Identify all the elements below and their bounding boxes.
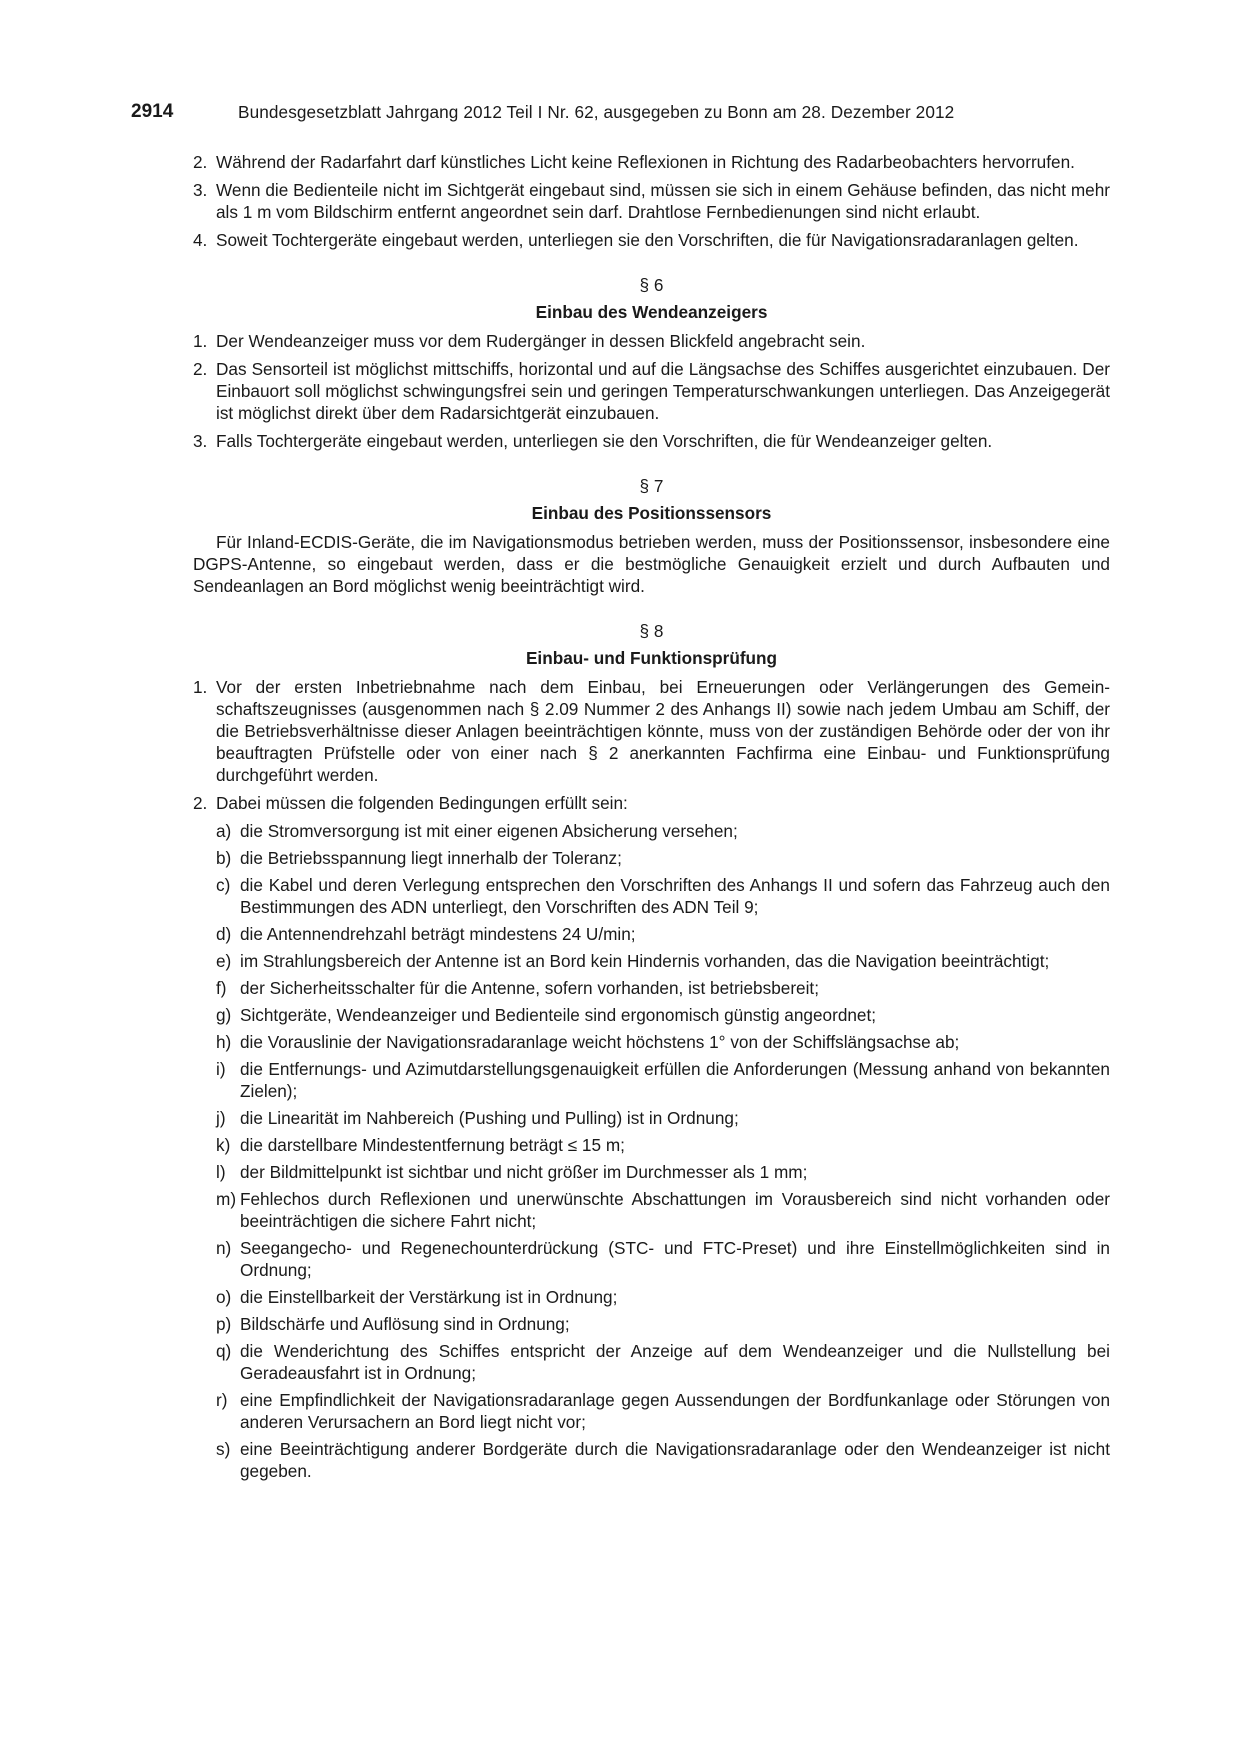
condition-item — [193, 1031, 1110, 1053]
condition-text: der Bildmittelpunkt ist sichtbar und nicht größer im Durchmesser als 1 mm; — [240, 1162, 808, 1182]
list-item — [193, 151, 1110, 173]
condition-label: a) — [216, 821, 232, 841]
condition-text: die Linearität im Nahbereich (Pushing und Pulling) ist in Ordnung; — [240, 1108, 739, 1128]
condition-label: p) — [216, 1314, 232, 1334]
item-number: 4. — [193, 230, 208, 250]
condition-item — [193, 1340, 1110, 1384]
item-number: 2. — [193, 359, 208, 379]
condition-label: q) — [216, 1341, 232, 1361]
item-number: 2. — [193, 793, 208, 813]
condition-label: k) — [216, 1135, 231, 1155]
condition-item — [193, 950, 1110, 972]
condition-item — [193, 1438, 1110, 1482]
list-item — [193, 330, 1110, 352]
condition-text: Seegangecho- und Regenechounterdrückung (STC- und FTC-Preset) und ihre Einstellmöglichkeiten sind in Ordnung; — [240, 1238, 1110, 1280]
condition-item — [193, 1188, 1110, 1232]
condition-label: h) — [216, 1032, 232, 1052]
page-number: 2914 — [131, 101, 174, 122]
condition-text: der Sicherheitsschalter für die Antenne, sofern vorhanden, ist betriebsbereit; — [240, 978, 819, 998]
list-item — [193, 792, 1110, 814]
condition-label: f) — [216, 978, 227, 998]
section-8-sign: § 8 — [639, 621, 664, 641]
condition-item — [193, 1134, 1110, 1156]
item-text: Falls Tochtergeräte eingebaut werden, unterliegen sie den Vorschriften, die für Wendeanzeiger gelten. — [216, 431, 993, 451]
condition-item — [193, 1286, 1110, 1308]
item-text: Während der Radarfahrt darf künstliches Licht keine Reflexionen in Richtung des Radarbeobachters hervorrufen. — [216, 152, 1075, 172]
condition-item — [193, 1237, 1110, 1281]
item-text: Der Wendeanzeiger muss vor dem Rudergänger in dessen Blickfeld angebracht sein. — [216, 331, 866, 351]
condition-label: c) — [216, 875, 231, 895]
condition-label: j) — [216, 1108, 226, 1128]
condition-label: n) — [216, 1238, 232, 1258]
condition-text: im Strahlungsbereich der Antenne ist an Bord kein Hindernis vorhanden, das die Navigation beeinträchtigt; — [240, 951, 1050, 971]
section-6-title: Einbau des Wendeanzeigers — [535, 302, 768, 322]
condition-text: die Vorauslinie der Navigationsradaranlage weicht höchstens 1° von der Schiffslängsachse ab; — [240, 1032, 960, 1052]
condition-text: die Entfernungs- und Azimutdarstellungsgenauigkeit erfüllen die Anforderungen (Messung anhand von bekannten Zielen); — [240, 1059, 1110, 1101]
condition-item — [193, 1161, 1110, 1183]
condition-text: die Betriebsspannung liegt innerhalb der Toleranz; — [240, 848, 622, 868]
condition-item — [193, 874, 1110, 918]
condition-text: Fehlechos durch Reflexionen und unerwünschte Abschattungen im Vorausbereich sind nicht vorhanden oder beeinträchtigen die sichere Fahrt nicht; — [240, 1189, 1110, 1231]
condition-label: e) — [216, 951, 232, 971]
condition-text: eine Beeinträchtigung anderer Bordgeräte durch die Navigationsradaranlage oder den Wendeanzeiger ist nicht gegeben. — [240, 1439, 1110, 1481]
condition-item — [193, 1107, 1110, 1129]
condition-label: i) — [216, 1059, 226, 1079]
item-number: 1. — [193, 677, 208, 697]
section-7-paragraph: Für Inland-ECDIS-Geräte, die im Navigationsmodus betrieben werden, muss der Positionssensor, insbesondere eine DGPS-Antenne, so eingebaut werden, dass er die bestmögliche Genauigkeit erzielt und durch Aufbauten und Sendeanlagen an Bord möglichst wenig beeinträchtigt wird. — [193, 532, 1110, 596]
condition-text: die Kabel und deren Verlegung entsprechen den Vorschriften des Anhangs II und sofern das Fahrzeug auch den Bestimmungen des ADN unterliegt, den Vorschriften des ADN Teil 9; — [240, 875, 1110, 917]
condition-text: die Stromversorgung ist mit einer eigenen Absicherung versehen; — [240, 821, 738, 841]
list-item — [193, 430, 1110, 452]
condition-label: d) — [216, 924, 232, 944]
list-item — [193, 676, 1110, 786]
section-6-sign: § 6 — [639, 275, 664, 295]
item-text: Wenn die Bedienteile nicht im Sichtgerät eingebaut sind, müssen sie sich in einem Gehäuse befinden, das nicht mehr als 1 m vom Bildschirm entfernt angeordnet sein darf. Drahtlose Fernbedienungen sind nicht erlaubt. — [216, 180, 1110, 222]
condition-item — [193, 1389, 1110, 1433]
condition-text: die Antennendrehzahl beträgt mindestens 24 U/min; — [240, 924, 636, 944]
item-text: Das Sensorteil ist möglichst mittschiffs, horizontal und auf die Längsachse des Schiffes ausgerichtet einzubauen. Der Einbauort soll möglichst schwingungsfrei sein und geringen Temperaturschwankungen unterliegen. Das Anzeigegerät ist möglichst direkt über dem Radarsichtgerät einzubauen. — [216, 359, 1110, 423]
condition-item — [193, 977, 1110, 999]
section-7-title: Einbau des Positionssensors — [531, 503, 772, 523]
condition-item — [193, 1058, 1110, 1102]
list-item — [193, 179, 1110, 223]
condition-text: die darstellbare Mindestentfernung beträgt ≤ 15 m; — [240, 1135, 625, 1155]
condition-item — [193, 1313, 1110, 1335]
condition-label: o) — [216, 1287, 232, 1307]
condition-label: b) — [216, 848, 232, 868]
condition-label: s) — [216, 1439, 231, 1459]
condition-label: m) — [216, 1189, 237, 1209]
list-item — [193, 358, 1110, 424]
condition-text: Sichtgeräte, Wendeanzeiger und Bedienteile sind ergonomisch günstig angeordnet; — [240, 1005, 877, 1025]
item-text: Dabei müssen die folgenden Bedingungen erfüllt sein: — [216, 793, 628, 813]
condition-item — [193, 847, 1110, 869]
page-header — [131, 101, 1111, 125]
section-7-sign: § 7 — [639, 476, 664, 496]
condition-label: l) — [216, 1162, 226, 1182]
condition-text: Bildschärfe und Auflösung sind in Ordnung; — [240, 1314, 570, 1334]
condition-item — [193, 923, 1110, 945]
list-item — [193, 229, 1110, 251]
item-number: 3. — [193, 431, 208, 451]
item-text: Soweit Tochtergeräte eingebaut werden, unterliegen sie den Vorschriften, die für Navigationsradaranlagen gelten. — [216, 230, 1079, 250]
condition-label: g) — [216, 1005, 232, 1025]
condition-item — [193, 820, 1110, 842]
condition-text: eine Empfindlichkeit der Navigationsradaranlage gegen Aussendungen der Bordfunkanlage oder Störungen von anderen Verursachern an Bord liegt nicht vor; — [240, 1390, 1110, 1432]
document-body — [193, 151, 1110, 1487]
item-text: Vor der ersten Inbetriebnahme nach dem Einbau, bei Erneuerungen oder Verlängerungen des Gemeinschaftszeugnisses (ausgenommen nach § 2.09 Nummer 2 des Anhangs II) sowie nach jedem Umbau am Schiff, der die Betriebsverhältnisse dieser Anlagen beeinträchtigen könnte, muss von der zuständigen Behörde oder der von ihr beauftragten Prüfstelle oder von einer nach § 2 anerkannten Fachfirma eine Einbau- und Funktionsprüfung durchgeführt werden. — [216, 677, 1110, 785]
item-number: 1. — [193, 331, 208, 351]
item-number: 2. — [193, 152, 208, 172]
item-number: 3. — [193, 180, 208, 200]
section-8-title: Einbau- und Funktionsprüfung — [525, 648, 778, 668]
condition-label: r) — [216, 1390, 228, 1410]
condition-text: die Wenderichtung des Schiffes entspricht der Anzeige auf dem Wendeanzeiger und die Nullstellung bei Geradeausfahrt ist in Ordnung; — [240, 1341, 1110, 1383]
running-head: Bundesgesetzblatt Jahrgang 2012 Teil I Nr. 62, ausgegeben zu Bonn am 28. Dezember 2012 — [238, 102, 955, 122]
condition-text: die Einstellbarkeit der Verstärkung ist in Ordnung; — [240, 1287, 618, 1307]
condition-item — [193, 1004, 1110, 1026]
